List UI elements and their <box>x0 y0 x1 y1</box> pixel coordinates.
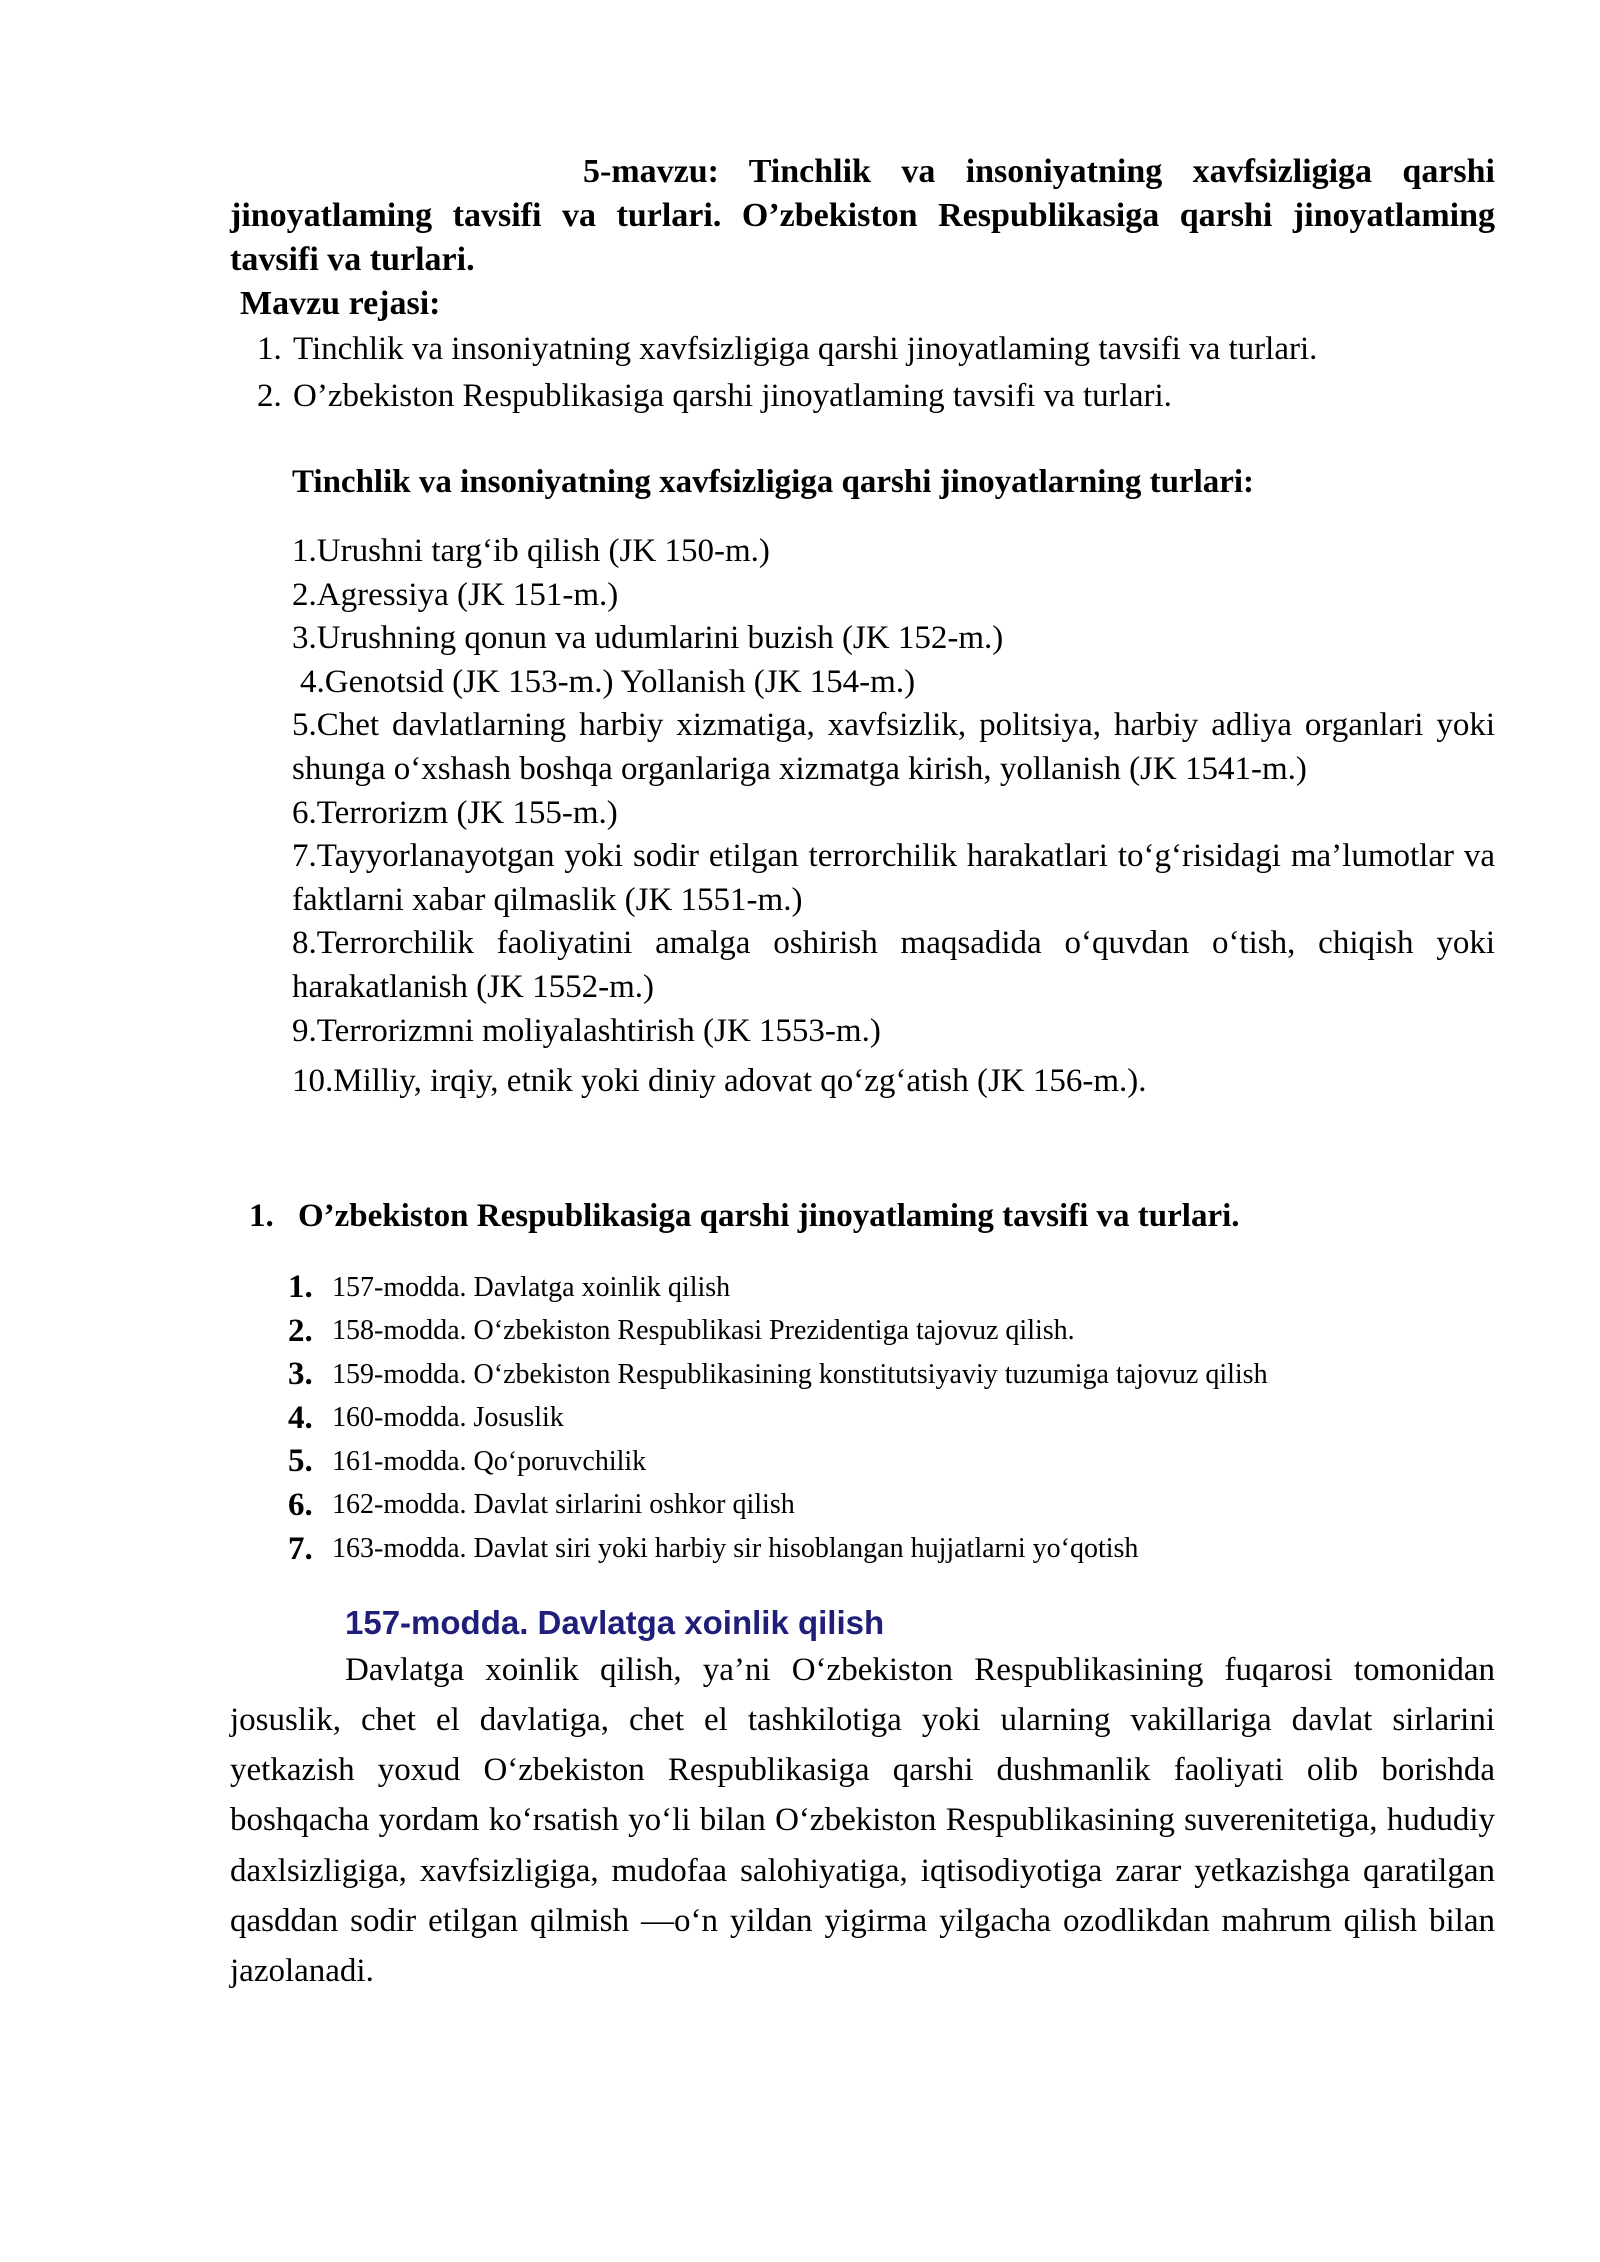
list-item: 9.Terrorizmni moliyalashtirish (JK 1553-m.) <box>292 1012 881 1049</box>
crime-types-list <box>292 530 1495 1104</box>
item-text: 162-modda. Davlat sirlarini oshkor qilish <box>332 1489 795 1521</box>
item-text: 160-modda. Josuslik <box>332 1402 564 1434</box>
list-item: 7.Tayyorlanayotgan yoki sodir etilgan terrorchilik harakatlari to‘g‘risidagi ma’lumotlar va faktlarni xabar qilmaslik (JK 1551-m.) <box>292 838 1495 918</box>
article-157-text: Davlatga xoinlik qilish, ya’ni O‘zbekiston Respublikasining fuqarosi tomonidan josuslik, chet el davlatiga, chet el tashkilotiga yoki ularning vakillariga davlat sirlarini yetkazish yoxud O‘zbekiston Respublikasiga qarshi dushmanlik faoliyati olib borishda boshqacha yordam ko‘rsatish yo‘li bilan O‘zbekiston Respublikasining suverenitetiga, hududiy daxlsizligiga, xavfsizligiga, mudofaa salohiyatiga, iqtisodiyotiga zarar yetkazishga qaratilgan qasddan sodir etilgan qilmish —o‘n yildan yigirma yilgacha ozodlikdan mahrum qilish bilan jazolanadi. <box>230 1651 1495 1990</box>
list-item <box>288 1309 1495 1353</box>
item-number: 6. <box>288 1486 313 1523</box>
item-text: 163-modda. Davlat siri yoki harbiy sir hisoblangan hujjatlarni yo‘qotish <box>332 1533 1139 1565</box>
item-number: 7. <box>288 1530 313 1567</box>
list-item <box>288 1397 1495 1441</box>
plan-item: 1. Tinchlik va insoniyatning xavfsizligiga qarshi jinoyatlaming tavsifi va turlari. <box>290 326 1495 373</box>
item-text: 158-modda. O‘zbekiston Respublikasi Prezidentiga tajovuz qilish. <box>332 1315 1075 1347</box>
item-number: 4. <box>288 1399 313 1436</box>
plan-heading: Mavzu rejasi: <box>240 285 441 322</box>
list-item: 10.Milliy, irqiy, etnik yoki diniy adovat qo‘zg‘atish (JK 156-m.). <box>292 1063 1147 1100</box>
list-item <box>288 1353 1495 1397</box>
item-number: 3. <box>288 1356 313 1393</box>
plan-item: 2. O’zbekiston Respublikasiga qarshi jinoyatlaming tavsifi va turlari. <box>290 373 1495 420</box>
list-item <box>288 1484 1495 1528</box>
article-157-heading: 157-modda. Davlatga xoinlik qilish <box>345 1603 885 1641</box>
list-item: 6.Terrorizm (JK 155-m.) <box>292 794 618 831</box>
list-item <box>288 1440 1495 1484</box>
list-item: 5.Chet davlatlarning harbiy xizmatiga, xavfsizlik, politsiya, harbiy adliya organlari yoki shunga o‘xshash boshqa organlariga xizmatga kirish, yollanish (JK 1541-m.) <box>292 707 1495 787</box>
document-page <box>230 150 1495 1996</box>
section2-number: 1. <box>249 1197 274 1234</box>
item-number: 5. <box>288 1443 313 1480</box>
item-text: 161-modda. Qo‘poruvchilik <box>332 1445 647 1477</box>
list-item: 4.Genotsid (JK 153-m.) Yollanish (JK 154-m.) <box>300 663 916 700</box>
list-item <box>288 1266 1495 1310</box>
list-item: 1.Urushni targ‘ib qilish (JK 150-m.) <box>292 533 770 569</box>
list-item: 3.Urushning qonun va udumlarini buzish (JK 152-m.) <box>292 620 1004 657</box>
list-item <box>288 1527 1495 1571</box>
articles-list <box>288 1266 1495 1571</box>
item-number: 1. <box>288 1269 313 1306</box>
section2-heading-text: O’zbekiston Respublikasiga qarshi jinoyatlaming tavsifi va turlari. <box>298 1197 1240 1234</box>
section2-heading <box>230 1194 1495 1238</box>
item-text: 157-modda. Davlatga xoinlik qilish <box>332 1271 731 1303</box>
document-title: 5-mavzu: Tinchlik va insoniyatning xavfsizligiga qarshi jinoyatlaming tavsifi va turlari. O’zbekiston Respublikasiga qarshi jinoyatlaming tavsifi va turlari. <box>230 153 1495 278</box>
item-number: 2. <box>288 1312 313 1349</box>
item-text: 159-modda. O‘zbekiston Respublikasining konstitutsiyaviy tuzumiga tajovuz qilish <box>332 1358 1268 1390</box>
section1-heading: Tinchlik va insoniyatning xavfsizligiga qarshi jinoyatlarning turlari: <box>292 464 1255 500</box>
list-item: 2.Agressiya (JK 151-m.) <box>292 576 619 613</box>
plan-list <box>230 326 1495 420</box>
list-item: 8.Terrorchilik faoliyatini amalga oshirish maqsadida o‘quvdan o‘tish, chiqish yoki harakatlanish (JK 1552-m.) <box>292 925 1495 1005</box>
